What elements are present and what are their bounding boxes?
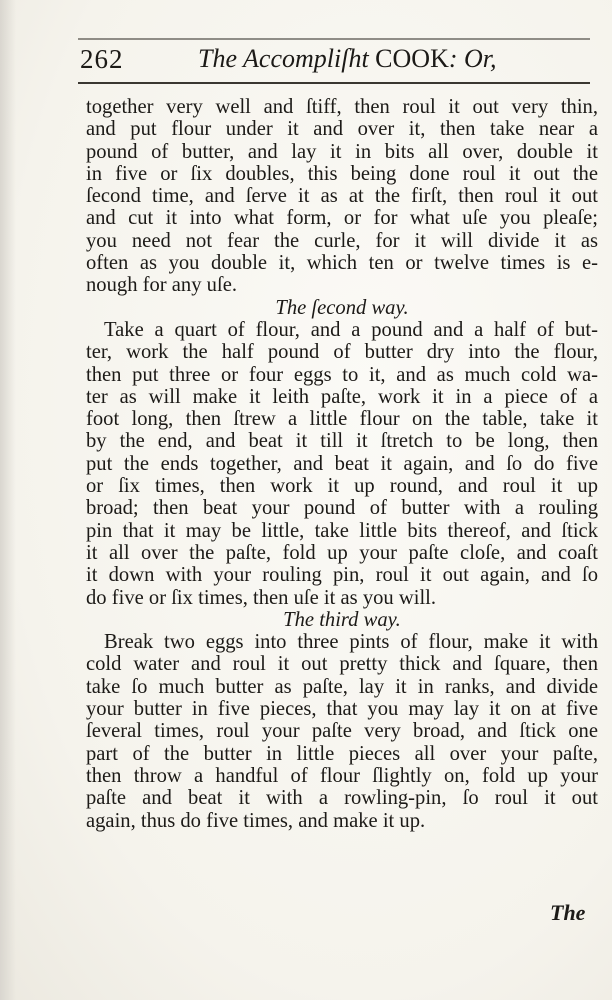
- paragraph-first-way-end: [86, 96, 598, 297]
- running-title-italic: The Accompliſht: [198, 44, 369, 73]
- text-line: you need not fear the curle, for it will divide it as: [86, 229, 598, 252]
- text-line: cold water and roul it out pretty thick and ſquare, then: [86, 653, 598, 676]
- running-title-caps: COOK: [375, 44, 449, 73]
- running-title-tail: : Or,: [448, 44, 497, 73]
- text-line: ſeveral times, roul your paſte very broad, and ſtick one: [86, 720, 598, 743]
- page-edge-shadow: [0, 0, 16, 1000]
- text-line: and cut it into what form, or for what uſe you pleaſe;: [86, 207, 598, 230]
- text-line: by the end, and beat it till it ſtretch to be long, then: [86, 430, 598, 453]
- text-line: your butter in five pieces, that you may lay it on at five: [86, 698, 598, 721]
- text-line: nough for any uſe.: [86, 274, 237, 297]
- text-line: Break two eggs into three pints of flour, make it with: [104, 631, 598, 654]
- text-line: often as you double it, which ten or twelve times is e-: [86, 252, 598, 275]
- text-line: do five or ſix times, then uſe it as you will.: [86, 586, 437, 609]
- text-line: Take a quart of flour, and a pound and a half of but-: [104, 318, 598, 341]
- text-line: and put flour under it and over it, then take near a: [86, 118, 598, 141]
- text-line: pound of butter, and lay it in bits all over, double it: [86, 140, 598, 163]
- header-bottom-rule: [78, 82, 590, 84]
- heading-third-way: The third way.: [283, 608, 401, 631]
- text-line: broad; then beat your pound of butter with a rouling: [86, 497, 598, 520]
- text-line: or ſix times, then work it up round, and roul it up: [86, 475, 598, 498]
- text-line: it down with your rouling pin, roul it out again, and ſo: [86, 564, 598, 587]
- text-line: take ſo much butter as paſte, lay it in ranks, and divide: [86, 675, 598, 698]
- running-title: [198, 44, 497, 74]
- header-top-rule: [78, 38, 590, 40]
- text-line: paſte and beat it with a rowling-pin, ſo roul it out: [86, 787, 598, 810]
- text-line: again, thus do five times, and make it up.: [86, 809, 426, 832]
- text-line: then throw a handful of flour ſlightly on, fold up your: [86, 764, 598, 787]
- text-line: in five or ſix doubles, this being done roul it out the: [86, 162, 598, 185]
- heading-second-way: The ſecond way.: [275, 296, 409, 319]
- text-line: pin that it may be little, take little bits thereof, and ſtick: [86, 519, 598, 542]
- paragraph-third-way: [86, 631, 598, 832]
- text-line: ter, work the half pound of butter dry into the flour,: [86, 341, 598, 364]
- paragraph-second-way: [86, 319, 598, 609]
- text-line: ſecond time, and ſerve it as at the firſt, then roul it out: [86, 185, 598, 208]
- page-number: 262: [80, 44, 124, 74]
- recipe-text: [86, 96, 598, 832]
- text-line: ter as will make it leith paſte, work it in a piece of a: [86, 385, 598, 408]
- text-line: foot long, then ſtrew a little flour on the table, take it: [86, 408, 598, 431]
- catchword: The: [550, 900, 586, 925]
- running-header: [80, 42, 592, 82]
- text-line: part of the butter in little pieces all over your paſte,: [86, 742, 598, 765]
- text-line: put the ends together, and beat it again, and ſo do five: [86, 452, 598, 475]
- text-line: together very well and ſtiff, then roul it out very thin,: [86, 96, 598, 118]
- text-line: it all over the paſte, fold up your paſte cloſe, and coaſt: [86, 541, 598, 564]
- text-line: then put three or four eggs to it, and as much cold wa-: [86, 363, 598, 386]
